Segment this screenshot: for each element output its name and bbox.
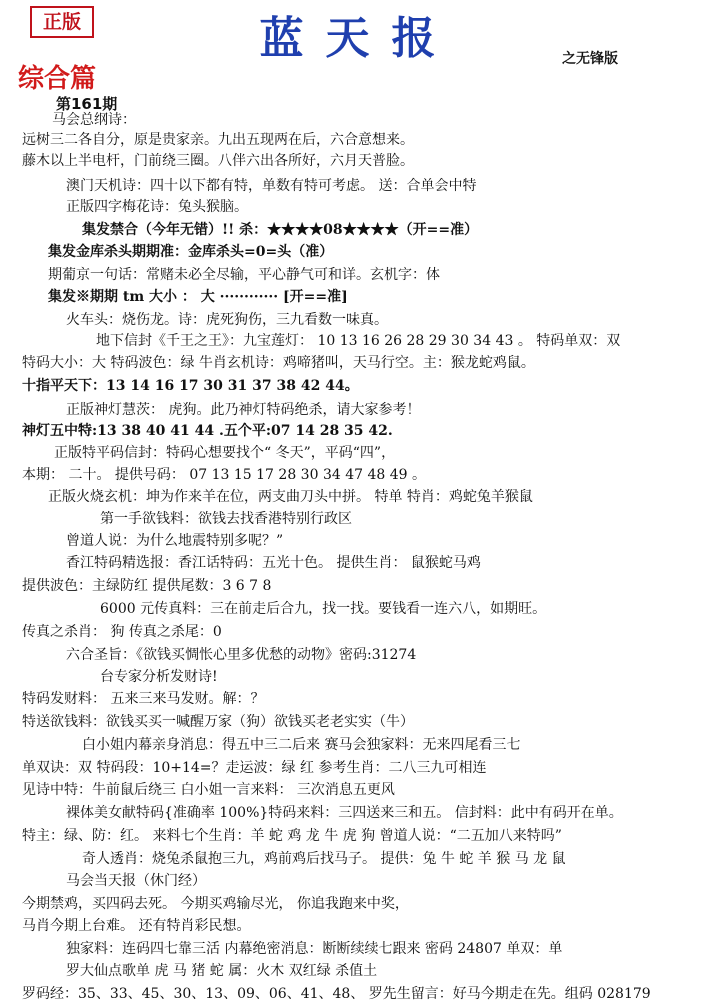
text-line: 传真之杀肖： 狗 传真之杀尾：0 (22, 624, 222, 640)
text-line: 裸体美女献特码{准确率 100%}特码来料：三四送来三和五。 信封料：此中有码开在单。 (66, 805, 623, 821)
issue-number: 第161期 (56, 95, 118, 113)
text-line: 见诗中特：牛前鼠后绕三 白小姐一言来料： 三次消息五更风 (22, 782, 395, 798)
text-line: 6000 元传真料：三在前走后合九，找一找。要钱看一连六八，如期旺。 (100, 601, 547, 617)
text-line: 单双诀：双 特码段：10+14=？走运波：绿 红 参考生肖：二八三九可相连 (22, 760, 487, 776)
text-line: 特码发财料： 五来三来马发财。解：？ (22, 691, 265, 707)
text-line: 地下信封《千王之王》：九宝莲灯： 10 13 16 26 28 29 30 34 43 。 特码单双：双 (96, 333, 621, 349)
text-line: 特码大小：大 特码波色：绿 牛肖玄机诗：鸡啼猪叫，天马行空。主：猴龙蛇鸡鼠。 (22, 355, 535, 371)
text-line: 远树三二各自分，原是贵家亲。九出五现两在后，六合意想来。 (22, 132, 414, 148)
text-line: 独家料：连码四七靠三活 内幕绝密消息：断断续续七跟来 密码 24807 单双：单 (66, 941, 563, 957)
text-line: 马会总纲诗： (52, 112, 136, 128)
text-line: 集发※期期 tm 大小 ： 大 ············ [开==准] (48, 289, 348, 305)
text-line: 奇人透肖：烧兔杀鼠抱三九，鸡前鸡后找马子。 提供：兔 牛 蛇 羊 猴 马 龙 鼠 (82, 851, 566, 867)
text-line: 期葡京一句话：常赌未必全尽输，平心静气可和详。玄机字：体 (48, 267, 440, 283)
text-line: 香江特码精选报：香江话特码：五光十色。 提供生肖： 鼠猴蛇马鸡 (66, 555, 481, 571)
text-line: 本期： 二十。 提供号码： 07 13 15 17 28 30 34 47 48 49 。 (22, 467, 426, 483)
text-line: 十指平天下：13 14 16 17 30 31 37 38 42 44。 (22, 378, 359, 394)
newspaper-title: 蓝天报 (259, 13, 458, 64)
text-line: 正版神灯慧茨： 虎狗。此乃神灯特码绝杀，请大家参考！ (66, 402, 421, 418)
text-line: 藤木以上半电杆，门前绕三圈。八伴六出各所好，六月天普脸。 (22, 153, 414, 169)
text-line: 集发禁合（今年无错）!! 杀：★★★★08★★★★（开==准） (82, 222, 479, 238)
text-line: 马肖今期上台难。 还有特肖彩民想。 (22, 918, 251, 934)
text-line: 正版四字梅花诗：兔头猴脑。 (66, 199, 248, 215)
text-line: 曾道人说：为什么地震特别多呢？” (66, 533, 284, 549)
text-line: 澳门天机诗：四十以下都有特，单数有特可考虑。 送：合单会中特 (66, 178, 477, 194)
text-line: 罗码经：35、33、45、30、13、09、06、41、48、 罗先生留言：好马今期走在先。组码 028179 (22, 986, 651, 1002)
genuine-badge: 正版 (30, 6, 94, 38)
text-line: 白小姐内幕亲身消息：得五中三二后来 赛马会独家料：无来四尾看三七 (82, 737, 521, 753)
section-heading: 综合篇 (18, 64, 97, 94)
text-line: 正版火烧玄机：坤为作来羊在位，两支曲刀头中拼。 特单 特肖：鸡蛇兔羊猴鼠 (48, 489, 533, 505)
edition-label: 之无锋版 (562, 51, 618, 67)
text-line: 六合圣旨：《欲钱买惆怅心里多优愁的动物》密码:31274 (66, 647, 417, 663)
text-line: 台专家分析发财诗! (100, 669, 218, 685)
text-line: 罗大仙点歌单 虎 马 猪 蛇 属：火木 双红绿 杀值土 (66, 963, 378, 979)
text-line: 正版特平码信封：特码心想要找个“ 冬天”，平码“四”， (54, 445, 396, 461)
text-line: 火车头：烧伤龙。诗：虎死狗伤，三九看数一味真。 (66, 312, 388, 328)
text-line: 特送欲钱料：欲钱买买一喊醒万家（狗）欲钱买老老实实（牛） (22, 714, 414, 730)
text-line: 集发金库杀头期期准：金库杀头=0=头（准） (48, 244, 334, 260)
text-line: 今期禁鸡，买四码去死。 今期买鸡输尽光， 你追我跑来中奖， (22, 896, 409, 912)
text-line: 特主：绿、防：红。 来料七个生肖：羊 蛇 鸡 龙 牛 虎 狗 曾道人说：“二五加八来特吗” (22, 828, 562, 844)
text-line: 马会当天报（休门经） (66, 873, 206, 889)
text-line: 第一手欲钱料：欲钱去找香港特别行政区 (100, 511, 352, 527)
text-line: 提供波色：主绿防红 提供尾数：3 6 7 8 (22, 578, 272, 594)
text-line: 神灯五中特:13 38 40 41 44 .五个平:07 14 28 35 42. (22, 423, 393, 439)
